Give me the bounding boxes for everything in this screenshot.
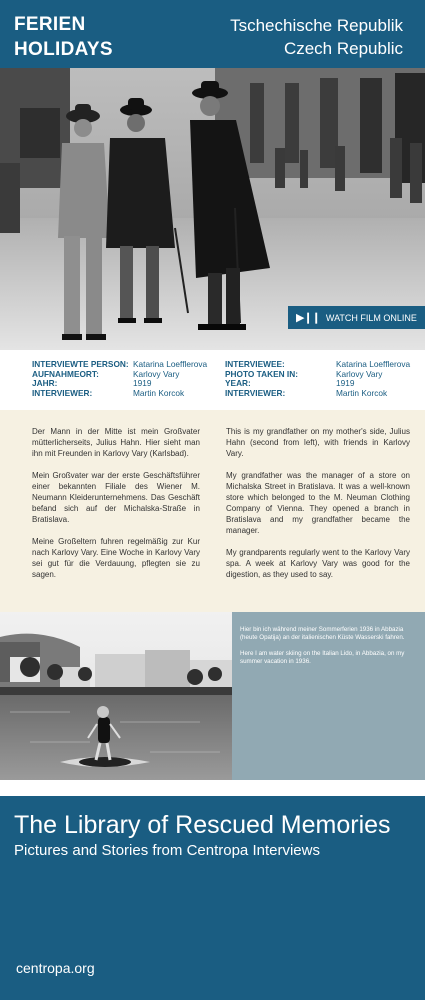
meta-key: INTERVIEWEE: [225, 359, 285, 369]
header-banner [0, 0, 425, 68]
meta-value: 1919 [336, 378, 355, 388]
metadata-english [225, 360, 410, 398]
story-paragraph: Mein Großvater war der erste Geschäftsführer einer bekannten Filiale des Wiener M. Neumann Kleiderunternehmens. Das Geschäft befand sich auf der Michalska-Straße in Bratislava. [32, 471, 200, 524]
story-paragraph: Meine Großeltern fuhren regelmäßig zur Kur nach Karlovy Vary. Eine Woche in Karlovy Vary sei gut für die Verdauung, pflegten sie zu sagen. [32, 537, 200, 579]
metadata-german [32, 360, 207, 398]
meta-key: JAHR: [32, 378, 58, 388]
meta-value: Karlovy Vary [336, 368, 383, 379]
website-link[interactable]: centropa.org [16, 960, 95, 976]
watch-film-online-button[interactable] [288, 306, 425, 329]
section-title [14, 12, 113, 62]
divider [0, 780, 425, 796]
story-german [32, 426, 200, 591]
footer-subtitle: Pictures and Stories from Centropa Interviews [14, 842, 320, 859]
caption-english: Here I am water skiing on the Italian Lido, in Abbazia, on my summer vacation in 1936. [240, 650, 405, 665]
meta-key: YEAR: [225, 378, 251, 388]
meta-key: INTERVIEWER: [32, 387, 93, 398]
story-text-section [0, 410, 425, 612]
story-paragraph: Der Mann in der Mitte ist mein Großvater mütterlicherseits, Julius Hahn. Hier sieht man ihn mit Freunden in Karlovy Vary (Karlsbad). [32, 427, 200, 458]
story-english [226, 426, 410, 591]
play-pause-icon: ▶❙❙ [296, 312, 320, 324]
country-english: Czech Republic [283, 39, 403, 58]
country-label [230, 14, 403, 60]
meta-row [225, 370, 410, 380]
title-german: FERIEN [14, 14, 86, 35]
meta-value: Martin Korcok [336, 387, 388, 398]
meta-key: PHOTO TAKEN IN: [225, 368, 298, 379]
story-paragraph: My grandparents regularly went to the Karlovy Vary spa. A week at Karlovy Vary was good for the digestion, as they used to say. [226, 548, 410, 579]
meta-value: Katarina Loefflerova [336, 359, 411, 369]
photo-caption [232, 612, 425, 780]
footer-title: The Library of Rescued Memories [14, 811, 391, 839]
vintage-photo-graphic [0, 612, 232, 780]
meta-key: AUFNAHMEORT: [32, 368, 99, 379]
story-paragraph: This is my grandfather on my mother's side, Julius Hahn (second from left), with friends in Karlovy Vary. [226, 427, 410, 458]
photo-water-skiing-abbazia [0, 612, 232, 780]
meta-key: INTERVIEWTE PERSON: [32, 359, 129, 369]
meta-value: Karlovy Vary [133, 368, 180, 379]
country-german: Tschechische Republik [230, 16, 403, 35]
story-paragraph: My grandfather was the manager of a store on Michalska Street in Bratislava. It was a well-known store which belonged to the M. Neuman Clothing Company of Vienna. They opened a branch in Bratislava and my grandfather became the manager. [226, 471, 410, 535]
caption-german: Hier bin ich während meiner Sommerferien 1936 in Abbazia (heute Opatija) an der italienischen Küste Wasserski fahren. [240, 626, 405, 641]
title-english: HOLIDAYS [14, 39, 113, 60]
footer-banner [0, 796, 425, 1000]
meta-row [225, 389, 410, 399]
interview-metadata [0, 350, 425, 410]
watch-film-label: WATCH FILM ONLINE [325, 312, 417, 323]
meta-value: Martin Korcok [133, 387, 185, 398]
meta-key: INTERVIEWER: [225, 387, 286, 398]
meta-row [32, 389, 207, 399]
meta-value: Katarina Loefflerova [133, 359, 208, 369]
meta-row [32, 370, 207, 380]
meta-value: 1919 [133, 378, 152, 388]
